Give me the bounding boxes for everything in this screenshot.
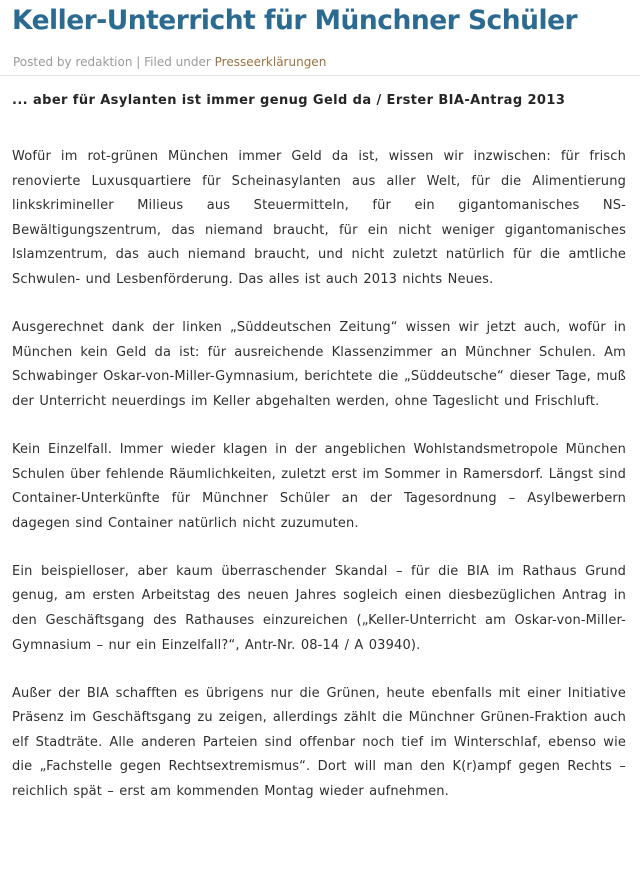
meta-separator: |	[136, 55, 141, 69]
meta-divider	[0, 75, 640, 76]
article-subheading: ... aber für Asylanten ist immer genug Geld da / Erster BIA-Antrag 2013	[12, 93, 566, 108]
posted-by-label: Posted by	[13, 55, 72, 69]
filed-under-label: Filed under	[144, 55, 211, 69]
author-name: redaktion	[75, 55, 133, 69]
paragraph: Kein Einzelfall. Immer wieder klagen in der angeblichen Wohlstandsmetropole München Schulen über fehlende Räumlichkeiten, zuletzt erst im Sommer in Ramersdorf. Längst sind Container-Unterkünfte für Münchner Schüler an der Tagesordnung – Asylbewerbern dagegen sind Container natürlich nicht zuzumuten.	[12, 441, 626, 531]
paragraph: Außer der BIA schafften es übrigens nur die Grünen, heute ebenfalls mit einer Initiative Präsenz im Geschäftsgang zu zeigen, allerdings zählt die Münchner Grünen-Fraktion auch elf Stadträte. Alle anderen Parteien sind offenbar noch tief im Winterschlaf, ebenso wie die „Fachstelle gegen Rechtsextremismus“. Dort will man den K(r)ampf gegen Rechts – reichlich spät – erst am kommenden Montag wieder aufnehmen.	[12, 685, 626, 800]
post-meta	[13, 55, 326, 69]
paragraph: Ausgerechnet dank der linken „Süddeutschen Zeitung“ wissen wir jetzt auch, wofür in München kein Geld da ist: für ausreichende Klassenzimmer an Münchner Schulen. Am Schwabinger Oskar-von-Miller-Gymnasium, berichtete die „Süddeutsche“ dieser Tage, muß der Unterricht neuerdings im Keller abgehalten werden, ohne Tageslicht und Frischluft.	[12, 320, 626, 409]
paragraph: Wofür im rot-grünen München immer Geld da ist, wissen wir inzwischen: für frisch renovierte Luxusquartiere für Scheinasylanten aus aller Welt, für die Alimentierung linkskrimineller Milieus aus Steuermitteln, für ein gigantomanisches NS-Bewältigungszentrum, das niemand braucht, für ein nicht weniger gigantomanisches Islamzentrum, das auch niemand braucht, und nicht zuletzt natürlich für die amtliche Schwulen- und Lesbenförderung. Das alles ist auch 2013 nichts Neues.	[12, 149, 626, 287]
post-title[interactable]: Keller-Unterricht für Münchner Schüler	[12, 5, 578, 36]
category-link[interactable]: Presseerklärungen	[214, 55, 327, 69]
article-body	[12, 145, 626, 828]
paragraph: Ein beispielloser, aber kaum überraschender Skandal – für die BIA im Rathaus Grund genug, am ersten Arbeitstag des neuen Jahres sogleich einen diesbezüglichen Antrag in den Geschäftsgang des Rathauses einzureichen („Keller-Unterricht am Oskar-von-Miller-Gymnasium – nur ein Einzelfall?“, Antr-Nr. 08-14 / A 03940).	[12, 563, 626, 653]
